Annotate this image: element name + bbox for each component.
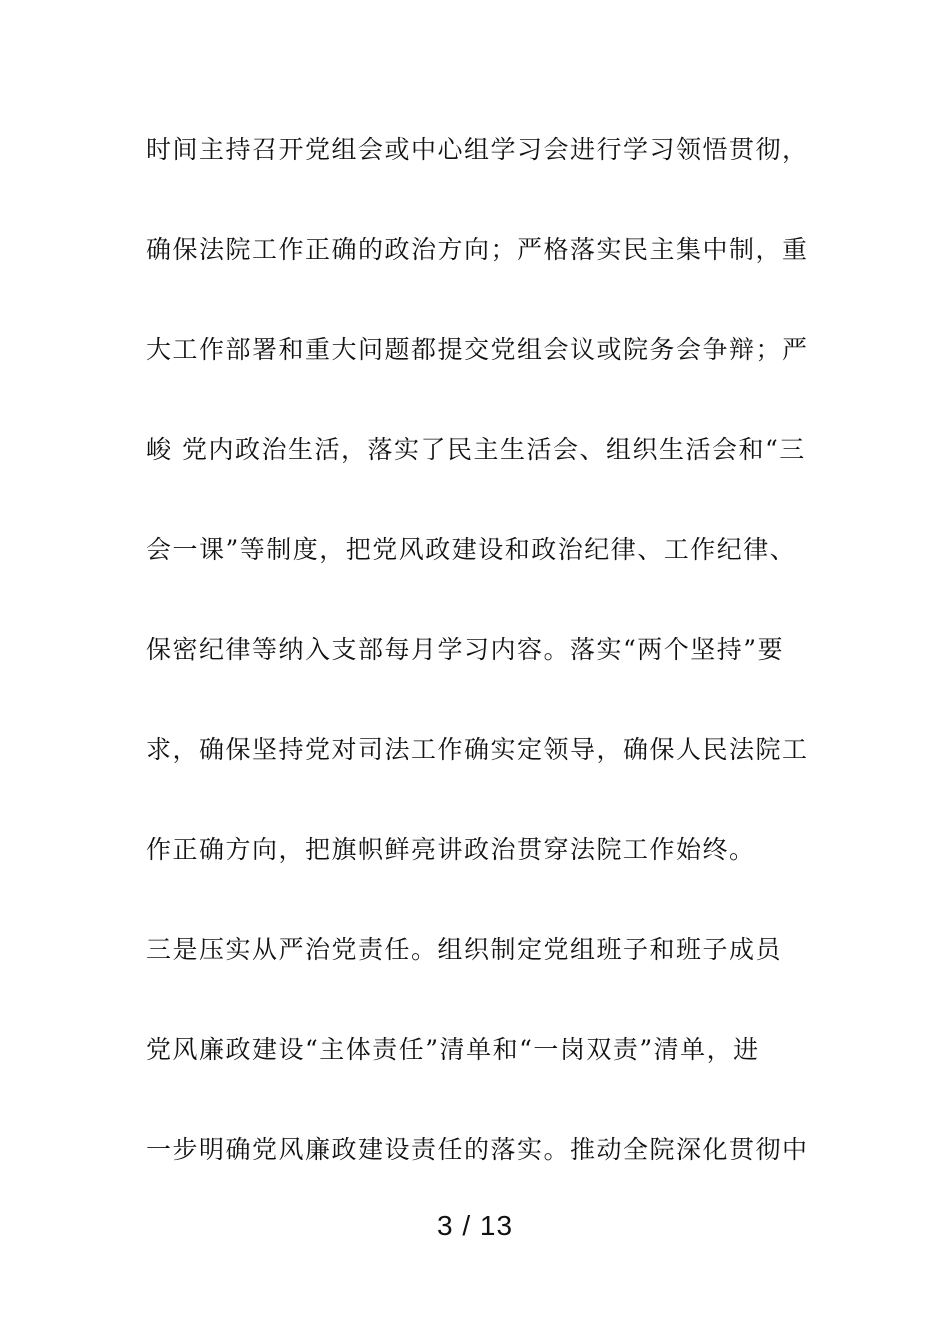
page-number: 3 / 13 [436, 1210, 514, 1241]
body-text-line: 党风廉政建设“主体责任”清单和“一岗双责”清单，进 [146, 1035, 760, 1064]
body-text-line: 作正确方向，把旗帜鲜亮讲政治贯穿法院工作始终。 [146, 835, 756, 864]
body-text-line: 三是压实从严治党责任。组织制定党组班子和班子成员 [146, 935, 783, 964]
body-text-line: 会一课”等制度，把党风政建设和政治纪律、工作纪律、 [146, 535, 797, 564]
body-text-line: 确保法院工作正确的政治方向；严格落实民主集中制，重 [146, 235, 809, 264]
body-text-line: 大工作部署和重大问题都提交党组会议或院务会争辩；严 [146, 335, 809, 364]
body-text-line: 时间主持召开党组会或中心组学习会进行学习领悟贯彻， [146, 135, 809, 164]
body-text-line: 保密纪律等纳入支部每月学习内容。落实“两个坚持”要 [146, 635, 785, 664]
body-text-line: 一步明确党风廉政建设责任的落实。推动全院深化贯彻中 [146, 1135, 809, 1164]
body-text-line: 求，确保坚持党对司法工作确实定领导，确保人民法院工 [146, 735, 809, 764]
body-text-line: 峻 党内政治生活，落实了民主生活会、组织生活会和“三 [146, 435, 806, 464]
